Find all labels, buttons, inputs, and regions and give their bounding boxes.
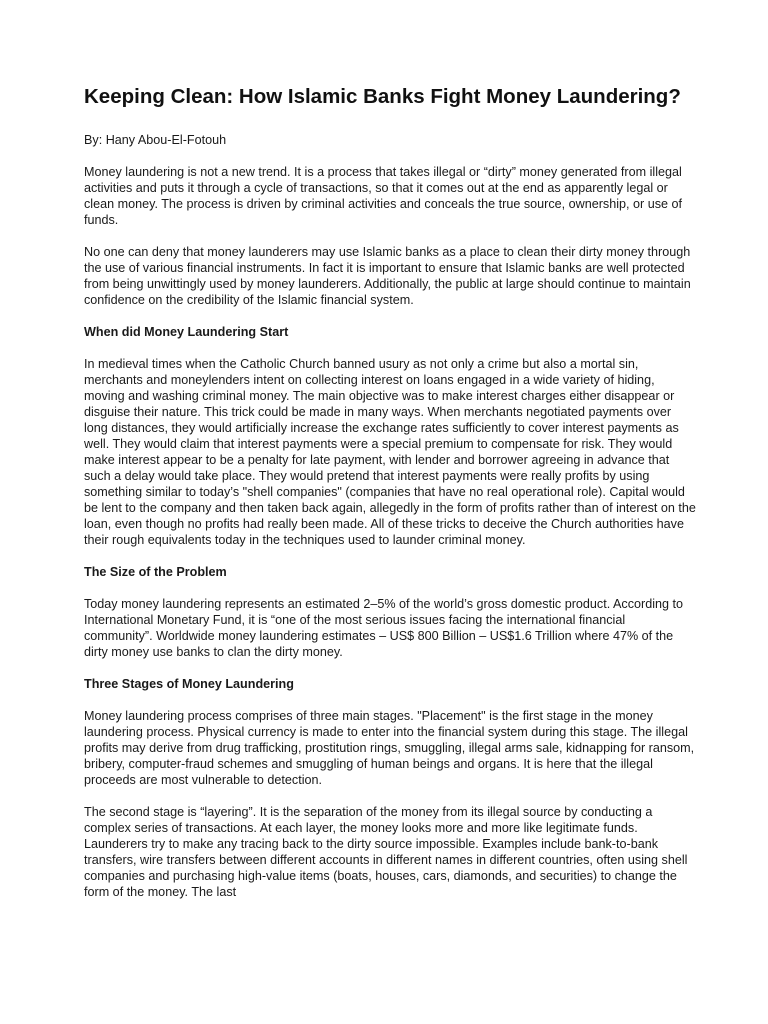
document-title: Keeping Clean: How Islamic Banks Fight Money Laundering? [84, 85, 681, 108]
document-page [84, 84, 696, 916]
section-heading: The Size of the Problem [84, 565, 227, 579]
body-paragraph: The second stage is “layering”. It is the separation of the money from its illegal source by conducting a complex series of transactions. At each layer, the money looks more and more like legitimate funds. Launderers try to make any tracing back to the dirty source impossible. Examples include bank-to-bank transfers, wire transfers between different accounts in different names in different countries, often using shell companies and purchasing high-value items (boats, houses, cars, diamonds, and securities) to change the form of the money. The last [84, 805, 688, 899]
body-paragraph: Today money laundering represents an estimated 2–5% of the world’s gross domestic product. According to International Monetary Fund, it is “one of the most serious issues facing the international financial community”. Worldwide money laundering estimates – US$ 800 Billion – US$1.6 Trillion where 47% of the dirty money use banks to clan the dirty money. [84, 597, 684, 659]
author-byline: By: Hany Abou-El-Fotouh [84, 133, 227, 147]
body-paragraph: Money laundering process comprises of three main stages. "Placement" is the first stage in the money laundering process. Physical currency is made to enter into the financial system during this stage. The illegal profits may derive from drug trafficking, prostitution rings, smuggling, illegal arms sale, kidnapping for ransom, bribery, computer-fraud schemes and smuggling of human beings and organs. It is here that the illegal proceeds are most vulnerable to detection. [84, 709, 695, 787]
section-heading: When did Money Laundering Start [84, 325, 289, 339]
body-paragraph: No one can deny that money launderers may use Islamic banks as a place to clean their dirty money through the use of various financial instruments. In fact it is important to ensure that Islamic banks are well protected from being unwittingly used by money launderers. Additionally, the public at large should continue to maintain confidence on the credibility of the Islamic financial system. [84, 245, 691, 307]
section-heading: Three Stages of Money Laundering [84, 677, 294, 691]
body-paragraph: In medieval times when the Catholic Church banned usury as not only a crime but also a mortal sin, merchants and moneylenders intent on collecting interest on loans engaged in a wide variety of hiding, moving and washing criminal money. The main objective was to make interest charges either disappear or disguise their nature. This trick could be made in many ways. When merchants negotiated payments over long distances, they would artificially increase the exchange rates sufficiently to cover interest payments as well. They would claim that interest payments were a special premium to compensate for risk. They would make interest appear to be a penalty for late payment, with lender and borrower agreeing in advance that such a delay would take place. They would pretend that interest payments were really profits by using something similar to today’s "shell companies" (companies that have no real operational role). Capital would be lent to the company and then taken back again, allegedly in the form of profits rather than of interest on the loan, even though no profits had really been made. All of these tricks to deceive the Church authorities have their rough equivalents today in the techniques used to launder criminal money. [84, 357, 696, 547]
body-paragraph: Money laundering is not a new trend. It is a process that takes illegal or “dirty” money generated from illegal activities and puts it through a cycle of transactions, so that it comes out at the end as apparently legal or clean money. The process is driven by criminal activities and conceals the true source, ownership, or use of funds. [84, 165, 683, 227]
document-body [84, 164, 696, 900]
